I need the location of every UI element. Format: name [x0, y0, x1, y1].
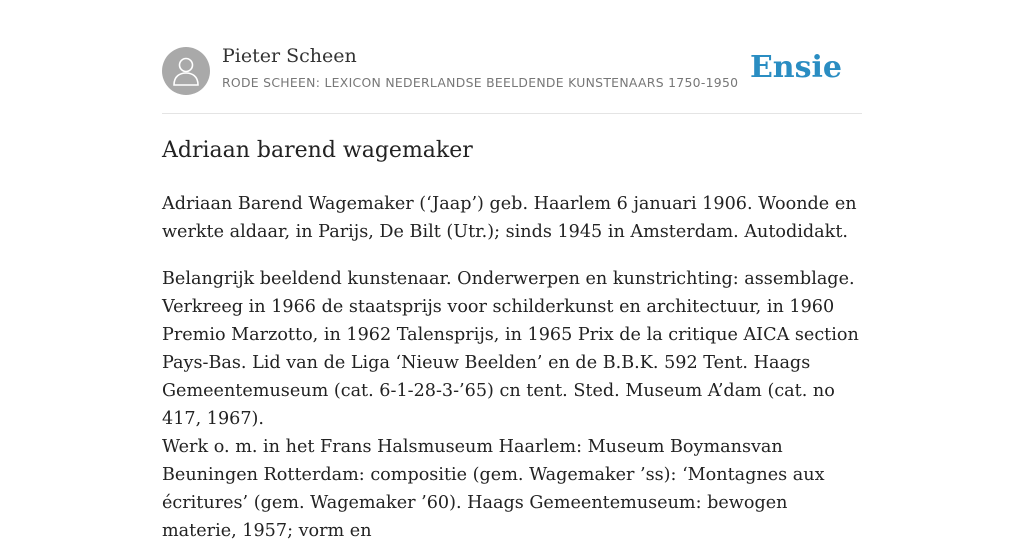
article-container — [162, 0, 862, 541]
user-icon — [172, 56, 200, 86]
author-name[interactable]: Pieter Scheen — [222, 45, 357, 67]
avatar[interactable] — [162, 47, 210, 95]
article-paragraph: Belangrijk beeldend kunstenaar. Onderwerpen en kunstrichting: assemblage. Verkreeg in 1966 de staatsprijs voor schilderkunst en architectuur, in 1960 Premio Marzotto, in 1962 Talensprijs, in 1965 Prix de la critique AICA section Pays-Bas. Lid van de Liga ‘Nieuw Beelden’ en de B.B.K. 592 Tent. Haags Gemeentemuseum (cat. 6-1-28-3-’65) cn tent. Sted. Museum A’dam (cat. no 417, 1967). — [162, 269, 859, 429]
article-paragraph: Adriaan Barend Wagemaker (‘Jaap’) geb. Haarlem 6 januari 1906. Woonde en werkte aldaar, in Parijs, De Bilt (Utr.); sinds 1945 in Amsterdam. Autodidakt. — [162, 194, 857, 242]
article-header — [162, 0, 862, 114]
source-title[interactable]: RODE SCHEEN: LEXICON NEDERLANDSE BEELDENDE KUNSTENAARS 1750-1950 — [222, 75, 739, 90]
article-title: Adriaan barend wagemaker — [162, 138, 473, 163]
brand-logo[interactable]: Ensie — [749, 50, 842, 85]
article-paragraph: Werk o. m. in het Frans Halsmuseum Haarlem: Museum Boymansvan Beuningen Rotterdam: compositie (gem. Wagemaker ’ss): ‘Montagnes aux écritures’ (gem. Wagemaker ’60). Haags Gemeentemuseum: bewogen materie, 1957; vorm en — [162, 437, 825, 541]
